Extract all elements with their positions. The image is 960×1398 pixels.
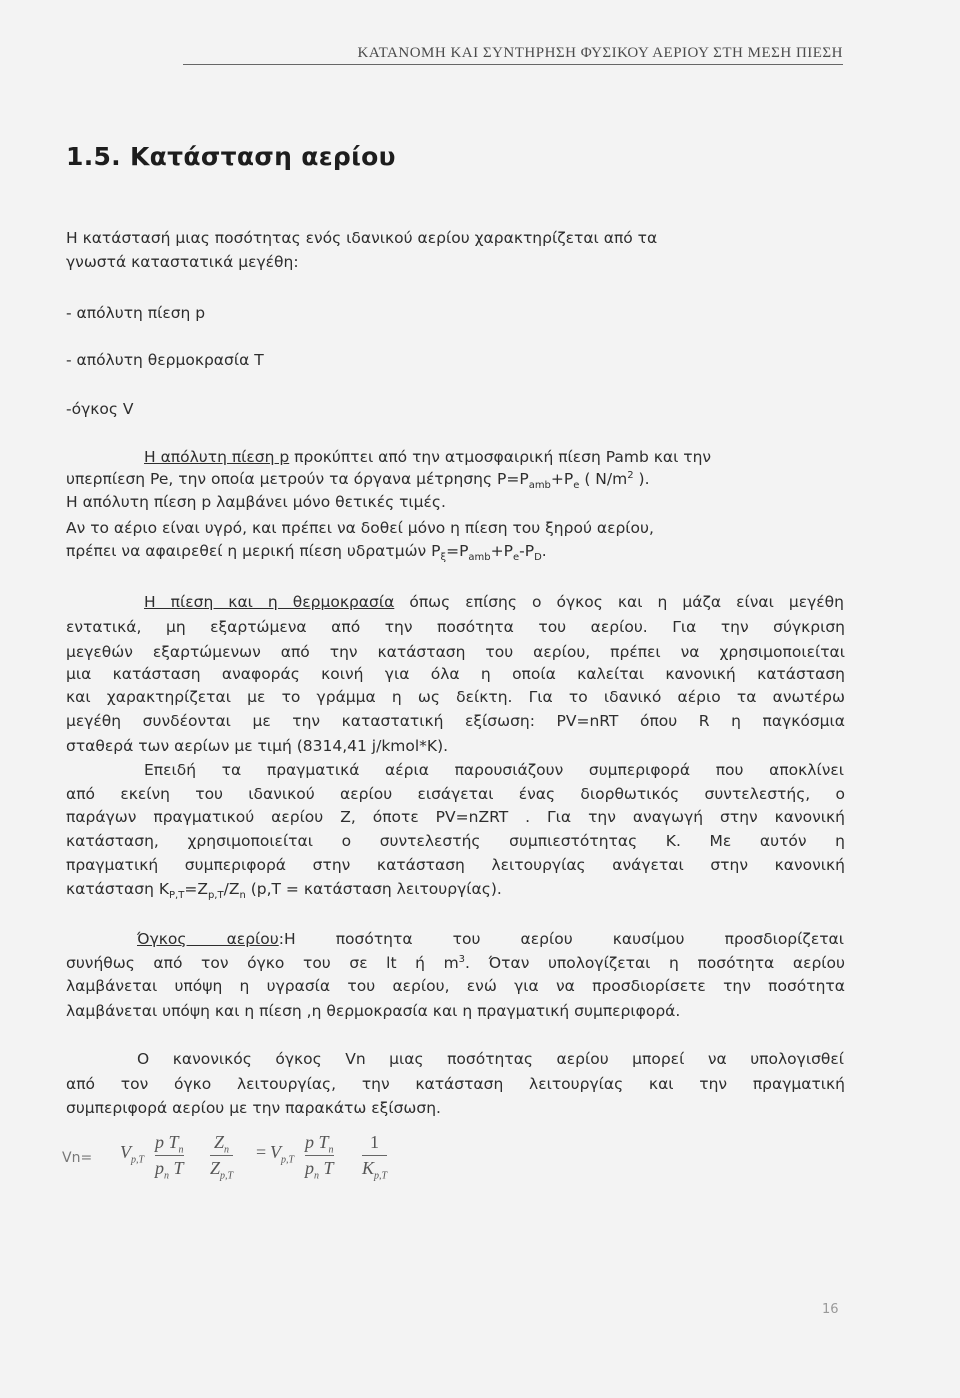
- pressure-paragraph-line: πρέπει να αφαιρεθεί η μερική πίεση υδρατμών $P_\xi=P_{amb}+P_e-P_D$.: [66, 542, 547, 564]
- volume-paragraph-line: Όγκος αερίου:Η ποσότητα του αερίου καυσίμου προσδιορίζεται: [137, 930, 844, 948]
- temperature-paragraph-line: Επειδή τα πραγματικά αέρια παρουσιάζουν συμπεριφορά που αποκλίνει: [144, 761, 844, 779]
- temperature-paragraph-line: παράγων πραγματικού αερίου Z, όποτε PV=nZRT . Για την αναγωγή στην κανονική: [66, 808, 845, 826]
- quantity-temperature: - απόλυτη θερμοκρασία T: [66, 351, 264, 369]
- normal-volume-formula: [60, 1128, 420, 1192]
- intro-line: Η κατάστασή μιας ποσότητας ενός ιδανικού αερίου χαρακτηρίζεται από τα: [66, 229, 658, 247]
- formula-fraction-pressure-temperature-2: p $T_n$ $p_n$ T: [305, 1132, 334, 1182]
- formula-equals: =: [256, 1142, 267, 1162]
- quantity-pressure: - απόλυτη πίεση p: [66, 304, 206, 322]
- pressure-paragraph-line: Αν το αέριο είναι υγρό, και πρέπει να δοθεί μόνο η πίεση του ξηρού αερίου,: [66, 519, 654, 537]
- pressure-temperature-term: Η πίεση και η θερμοκρασία: [144, 593, 395, 611]
- formula-volume-2: $V_{p,T}$: [270, 1142, 295, 1166]
- formula-lhs: Vn=: [62, 1150, 93, 1166]
- volume-paragraph-line: λαμβάνεται υπόψη η υγρασία του αερίου, ενώ για να προσδιορίσετε την ποσότητα: [66, 977, 845, 995]
- section-title: 1.5. Κατάσταση αερίου: [66, 142, 396, 171]
- temperature-paragraph-line: μεγέθη συνδέονται με την καταστατική εξίσωση: PV=nRT όπου R η παγκόσμια: [66, 712, 845, 730]
- temperature-paragraph-line: μεγεθών εξαρτώμενων από την κατάσταση του αερίου, πρέπει να χρησιμοποιείται: [66, 643, 845, 661]
- temperature-paragraph-line: Η πίεση και η θερμοκρασία όπως επίσης ο όγκος και η μάζα είναι μεγέθη: [144, 593, 844, 611]
- temperature-paragraph-line: εντατικά, μη εξαρτώμενα από την ποσότητα του αερίου. Για την σύγκριση: [66, 618, 845, 636]
- normal-volume-line: συμπεριφορά αερίου με την παρακάτω εξίσωση.: [66, 1099, 441, 1117]
- temperature-paragraph-line: κατάσταση, χρησιμοποιείται ο συντελεστής συμπιεστότητας K. Με αυτόν η: [66, 832, 845, 850]
- running-header: ΚΑΤΑΝΟΜΗ ΚΑΙ ΣΥΝΤΗΡΗΣΗ ΦΥΣΙΚΟΥ ΑΕΡΙΟΥ ΣΤΗ ΜΕΣΗ ΠΙΕΣΗ: [183, 45, 843, 65]
- temperature-paragraph-line: κατάσταση $K_{P,T}=Z_{p,T}/Z_n$ (p,T = κατάσταση λειτουργίας).: [66, 880, 502, 902]
- formula-fraction-k: 1 $K_{p,T}$: [362, 1132, 388, 1182]
- pressure-paragraph-line: υπερπίεση Pe, την οποία μετρούν τα όργανα μέτρησης $P=P_{amb}+P_e$ ( $N/m^2$ ).: [66, 469, 650, 492]
- quantity-volume: -όγκος V: [66, 400, 134, 418]
- temperature-paragraph-line: σταθερά των αερίων με τιμή (8314,41 j/kmol*K).: [66, 737, 449, 755]
- volume-paragraph-line: λαμβάνεται υπόψη και η πίεση ,η θερμοκρασία και η πραγματική συμπεριφορά.: [66, 1002, 681, 1020]
- pressure-paragraph-line: Η απόλυτη πίεση p προκύπτει από την ατμοσφαιρική πίεση Pamb και την: [144, 448, 712, 466]
- formula-fraction-pressure-temperature: p $T_n$ $p_n$ T: [155, 1132, 184, 1182]
- temperature-paragraph-line: από εκείνη του ιδανικού αερίου εισάγεται ένας διορθωτικός συντελεστής, ο: [66, 785, 845, 803]
- volume-paragraph-line: συνήθως από τον όγκο του σε lt ή $m^3$. Όταν υπολογίζεται η ποσότητα αερίου: [66, 953, 845, 972]
- page-number: 16: [822, 1302, 839, 1317]
- formula-fraction-compressibility: $Z_n$ $Z_{p,T}$: [210, 1132, 234, 1182]
- temperature-paragraph-line: και χαρακτηρίζεται με το γράμμα η ως δείκτη. Για το ιδανικό αέριο τα ανωτέρω: [66, 688, 845, 706]
- gas-volume-term: Όγκος αερίου: [137, 930, 279, 948]
- absolute-pressure-term: Η απόλυτη πίεση p: [144, 448, 290, 466]
- temperature-paragraph-line: μια κατάσταση αναφοράς κοινή για όλα η οποία καλείται κανονική κατάσταση: [66, 665, 845, 683]
- pressure-paragraph-line: Η απόλυτη πίεση p λαμβάνει μόνο θετικές τιμές.: [66, 493, 446, 511]
- temperature-paragraph-line: πραγματική συμπεριφορά στην κατάσταση λειτουργίας ανάγεται στην κανονική: [66, 856, 845, 874]
- normal-volume-line: από τον όγκο λειτουργίας, την κατάσταση λειτουργίας και την πραγματική: [66, 1075, 845, 1093]
- intro-line: γνωστά καταστατικά μεγέθη:: [66, 253, 299, 271]
- normal-volume-line: Ο κανονικός όγκος Vn μιας ποσότητας αερίου μπορεί να υπολογισθεί: [137, 1050, 844, 1068]
- formula-volume: $V_{p,T}$: [120, 1142, 145, 1166]
